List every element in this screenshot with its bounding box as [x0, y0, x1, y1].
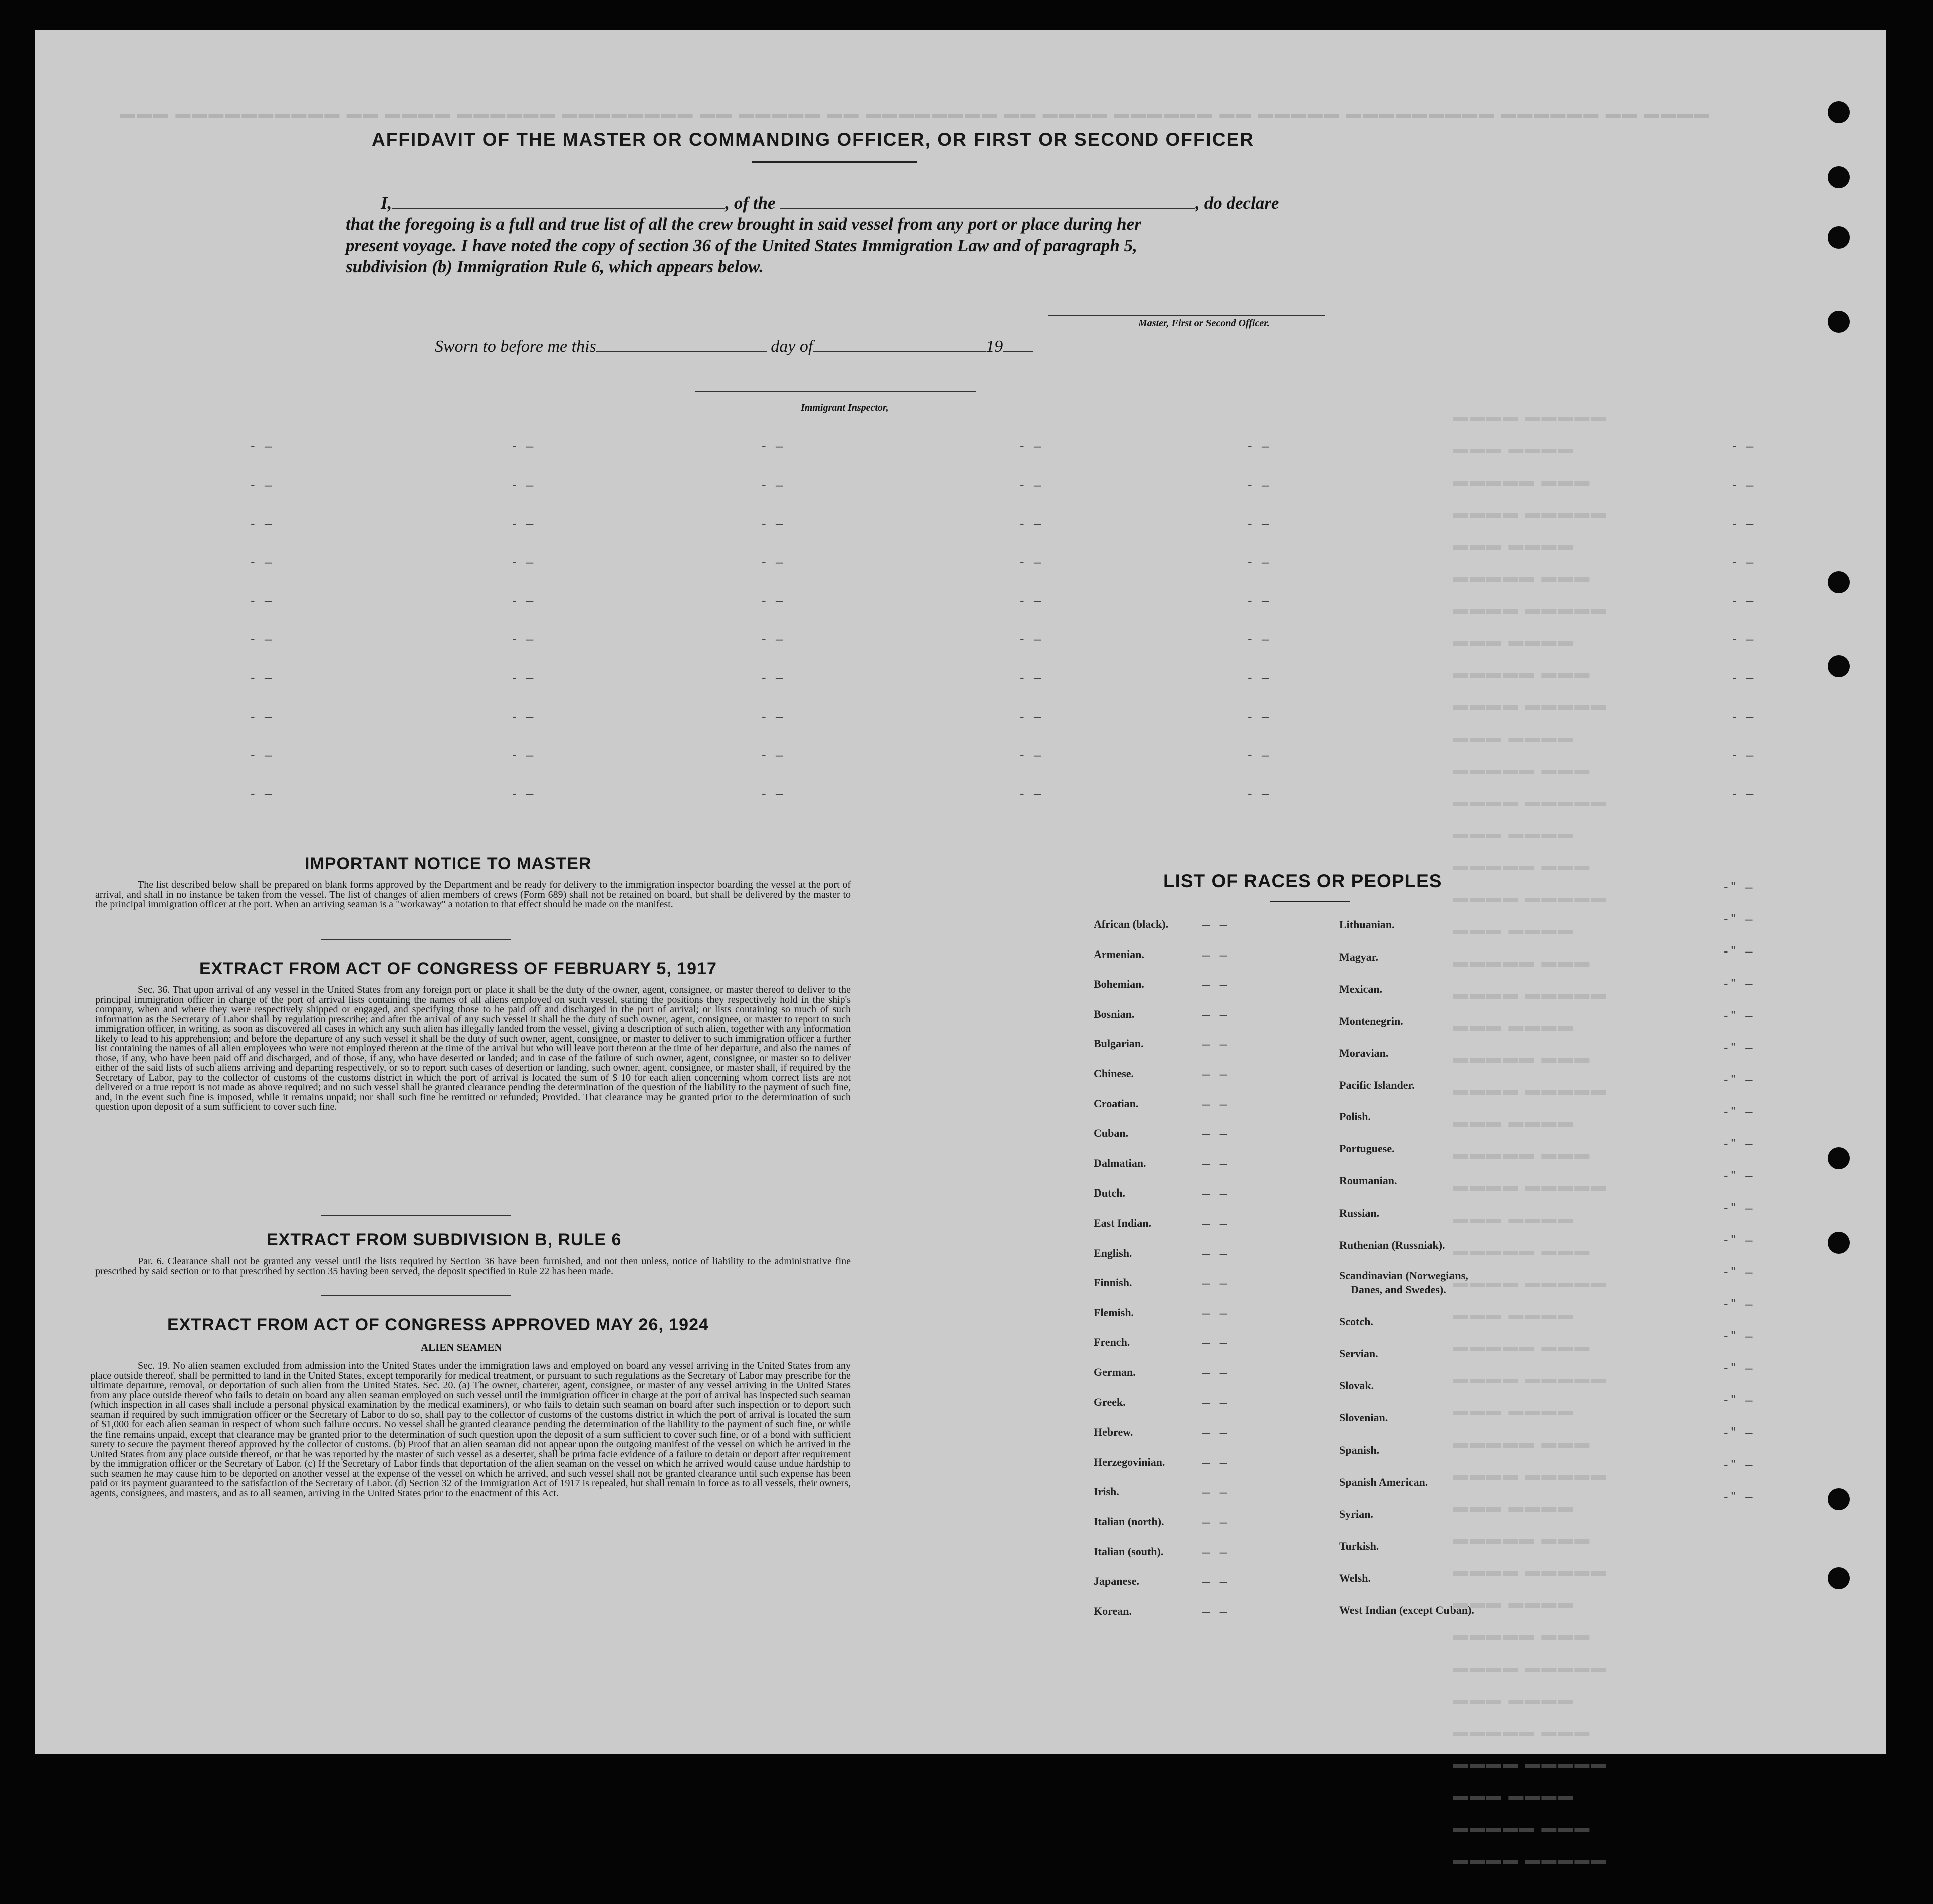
ditto-mark: - – — [1020, 554, 1044, 569]
ditto-mark: - – — [762, 631, 786, 646]
ditto-mark: -" – — [1724, 976, 1756, 991]
ditto-mark: - – — [1020, 477, 1044, 492]
ditto-mark: - – — [1248, 554, 1272, 569]
ditto-mark: - – — [762, 554, 786, 569]
punch-hole — [1828, 1488, 1850, 1510]
section-divider — [321, 939, 511, 940]
ditto-mark: - – — [512, 747, 537, 762]
race-item: Slovak. — [1339, 1379, 1374, 1392]
race-item: Cuban. — [1094, 1127, 1129, 1140]
race-item: Scandinavian (Norwegians, — [1339, 1269, 1468, 1282]
punch-hole — [1828, 101, 1850, 123]
ditto-mark: -" – — [1724, 1424, 1756, 1440]
race-item: Turkish. — [1339, 1540, 1379, 1552]
ditto-mark: - – — [1020, 438, 1044, 453]
ditto-mark: -" – — [1724, 1264, 1756, 1279]
section-divider — [321, 1295, 511, 1296]
sworn-year-prefix: 19 — [986, 337, 1003, 356]
race-item: Bohemian. — [1094, 978, 1144, 991]
bleed-through-text: ▬▬▬▬ ▬▬▬▬▬ ▬▬▬ ▬▬▬▬ ▬▬▬▬▬ ▬▬▬ ▬▬▬▬ ▬▬▬▬▬ ▬▬▬ ▬▬▬▬ ▬▬▬▬▬ ▬▬▬ ▬▬▬▬ ▬▬▬▬▬ ▬▬▬ ▬▬▬▬ ▬▬▬▬▬ ▬▬▬ ▬▬▬▬ ▬▬▬▬▬ ▬▬▬ ▬▬▬▬ ▬▬▬▬▬ ▬▬▬ ▬▬▬▬ ▬▬▬▬▬ ▬▬▬ ▬▬▬▬ ▬▬▬▬▬ ▬▬▬ ▬▬▬▬ ▬▬▬▬▬ ▬▬▬ ▬▬▬▬ ▬▬▬▬▬ ▬▬▬ ▬▬▬▬ ▬▬▬▬▬ ▬▬▬ ▬▬▬▬ ▬▬▬▬▬ ▬▬▬ ▬▬▬▬ ▬▬▬▬▬ ▬▬▬ ▬▬▬▬ ▬▬▬▬▬ ▬▬▬ ▬▬▬▬ ▬▬▬▬▬ ▬▬▬ ▬▬▬▬ ▬▬▬▬▬ ▬▬▬ ▬▬▬▬ ▬▬▬▬▬ ▬▬▬ ▬▬▬▬ ▬▬▬▬▬ ▬▬▬ ▬▬▬▬ ▬▬▬▬▬ ▬▬▬ ▬▬▬▬ ▬▬▬▬▬ ▬▬▬ ▬▬▬▬ ▬▬▬▬▬ ▬▬▬ ▬▬▬▬ ▬▬▬▬▬ ▬▬▬ ▬▬▬▬ ▬▬▬▬▬ ▬▬▬ ▬▬▬▬ ▬▬▬▬▬ ▬▬▬ ▬▬▬▬ ▬▬▬▬▬ ▬▬▬ ▬▬▬▬ ▬▬▬▬▬ ▬▬▬ ▬▬▬▬ ▬▬▬▬▬ ▬▬▬ ▬▬▬▬ ▬▬▬▬▬ ▬▬▬ ▬▬▬▬ ▬▬▬▬▬ — [1453, 408, 1608, 1868]
ditto-mark: - – — [512, 631, 537, 646]
race-item: Polish. — [1339, 1110, 1371, 1123]
ditto-mark: -" – — [1724, 1392, 1756, 1407]
ditto-mark: -" – — [1724, 1136, 1756, 1151]
ditto-mark: - – — [1732, 631, 1757, 646]
declaration-line-3: present voyage. I have noted the copy of section 36 of the United States Immigration Law and of paragraph 5, — [346, 235, 1137, 255]
race-item: Lithuanian. — [1339, 918, 1395, 931]
extract-1924-subtitle: ALIEN SEAMEN — [421, 1341, 502, 1353]
race-item: Greek. — [1094, 1395, 1126, 1408]
ditto-mark: - – — [251, 438, 275, 453]
ditto-mark: - – — [1248, 747, 1272, 762]
race-item: Hebrew. — [1094, 1425, 1133, 1439]
declaration-do-declare: , do declare — [1195, 193, 1279, 213]
punch-hole — [1828, 1147, 1850, 1169]
ditto-mark: - – — [1732, 593, 1757, 608]
extract-1917-text: Sec. 36. That upon arrival of any vessel in the United States from any foreign port or place it shall be the duty of the owner, agent, consignee, or master thereof to deliver to the principal immigration officer in charge of the port of arrival lists containing the names of all aliens employed on such vessel, stating the positions they respectively hold in the ship's company, when and where they were respectively shipped or engaged, and specifying those to be paid off and discharged in the port of arrival; or lists containing so much of such information as the Secretary of Labor shall by regulation prescribe; and after the arrival of any such vessel it shall be the duty of such owner, agent, consignee, or master to report to such immigration officer, in writing, as soon as discovered all cases in which any such alien has illegally landed from the vessel, giving a description of such alien, together with any information likely to lead to his apprehension; and before the departure of any such vessel it shall be the duty of such owner, agent, consignee, or master to deliver to such immigration officer a further list containing the names of all alien employees who were not employed thereon at the time of the arrival but who will leave port thereon at the time of her departure, and also the names of those, if any, who have been paid off and discharged, and of those, if any, who have deserted or landed; and in case of the failure of such owner, agent, consignee, or master so to deliver either of the said lists of such aliens arriving and departing respectively, or so to report such cases of desertion or landing, such owner, agent, consignee, or master shall, if required by the Secretary of Labor, pay to the collector of customs of the customs district in which the port of arrival is located the sum of $ 10 for each alien concerning whom correct lists are not delivered or a true report is not made as above required; and no such vessel shall be granted clearance pending the determination of the question of the liability to the payment of such fine, and, in the event such fine is imposed, while it remains unpaid; nor shall such fine be remitted or refunded; Provided. That clearance may be granted prior to the determination of such question upon deposit of a sum sufficient to cover such fine. — [95, 984, 851, 1112]
race-item: Irish. — [1094, 1485, 1119, 1498]
race-item: Herzegovinian. — [1094, 1455, 1165, 1468]
ditto-mark: -" – — [1724, 1200, 1756, 1215]
ditto-mark: – – — [1202, 1544, 1230, 1559]
ditto-mark: -" – — [1724, 1489, 1756, 1504]
ditto-mark: - – — [512, 477, 537, 492]
ditto-mark: – – — [1202, 917, 1230, 932]
declaration-line-2: that the foregoing is a full and true list of all the crew brought in said vessel from any port or place during her — [346, 214, 1141, 234]
race-item: Russian. — [1339, 1207, 1380, 1219]
race-item: Mexican. — [1339, 983, 1383, 995]
ditto-mark: -" – — [1724, 1104, 1756, 1119]
ditto-mark: – – — [1202, 1424, 1230, 1440]
punch-hole — [1828, 571, 1850, 593]
punch-hole — [1828, 166, 1850, 188]
race-item: East Indian. — [1094, 1217, 1151, 1229]
bleed-through-text: ▬▬▬ ▬▬▬▬▬▬▬▬▬▬ ▬▬ ▬▬▬▬ ▬▬▬▬▬▬ ▬▬▬▬▬▬▬▬ ▬▬ ▬▬▬▬▬ ▬▬ ▬▬▬▬▬▬▬▬ ▬▬ ▬▬▬▬ ▬▬▬▬▬▬ ▬▬ ▬▬▬▬▬ ▬▬▬▬▬▬▬▬▬ ▬▬▬▬▬▬ ▬▬ ▬▬▬▬ — [120, 105, 1711, 122]
declaration-of-the: , of the — [725, 193, 776, 213]
race-item: Spanish American. — [1339, 1476, 1428, 1488]
ditto-mark: – – — [1202, 1126, 1230, 1141]
master-signature-label: Master, First or Second Officer. — [1138, 318, 1270, 329]
ditto-mark: -" – — [1724, 1072, 1756, 1087]
ditto-mark: – – — [1202, 1603, 1230, 1619]
ditto-mark: - – — [512, 516, 537, 531]
ditto-mark: - – — [762, 747, 786, 762]
notice-text: The list described below shall be prepared on blank forms approved by the Department and be ready for delivery to the immigration inspector boarding the vessel at the port of arrival, and shall in no instance be taken from the vessel. The list of changes of alien members of crews (Form 689) shall not be retained on board, but shall be delivered by the master to the principal immigration officer at the port. When an arriving seaman is a "workaway" a notation to that effect should be made on the manifest. — [95, 879, 851, 910]
ditto-mark: – – — [1202, 1036, 1230, 1052]
ditto-mark: - – — [1732, 747, 1757, 762]
ditto-mark: - – — [251, 593, 275, 608]
ditto-mark: – – — [1202, 1514, 1230, 1529]
section-divider — [321, 1215, 511, 1216]
ditto-mark: - – — [512, 708, 537, 724]
race-item: Roumanian. — [1339, 1174, 1397, 1187]
punch-hole — [1828, 311, 1850, 333]
race-item: Ruthenian (Russniak). — [1339, 1239, 1445, 1251]
ditto-mark: -" – — [1724, 1457, 1756, 1472]
sworn-day-of: day of — [771, 337, 813, 356]
ditto-mark: – – — [1202, 1394, 1230, 1410]
master-signature-line[interactable] — [1048, 315, 1325, 316]
ditto-mark: – – — [1202, 1245, 1230, 1261]
race-item: Pacific Islander. — [1339, 1079, 1415, 1091]
ditto-mark: - – — [1248, 477, 1272, 492]
notice-title: IMPORTANT NOTICE TO MASTER — [305, 854, 592, 873]
ditto-mark: -" – — [1724, 879, 1756, 894]
affidavit-title: AFFIDAVIT OF THE MASTER OR COMMANDING OFFICER, OR FIRST OR SECOND OFFICER — [372, 129, 1254, 150]
inspector-label: Immigrant Inspector, — [801, 402, 889, 413]
race-item: Korean. — [1094, 1604, 1132, 1617]
ditto-mark: - – — [762, 477, 786, 492]
race-item: Syrian. — [1339, 1508, 1373, 1520]
declaration-i: I, — [381, 193, 392, 213]
ditto-mark: - – — [251, 477, 275, 492]
ditto-mark: – – — [1202, 1484, 1230, 1500]
affidavit-declaration — [346, 193, 1325, 277]
race-item: Italian (south). — [1094, 1545, 1164, 1558]
ditto-mark: - – — [762, 708, 786, 724]
race-item: Chinese. — [1094, 1067, 1134, 1080]
race-item: Dutch. — [1094, 1186, 1125, 1200]
extract-rule6-title: EXTRACT FROM SUBDIVISION B, RULE 6 — [267, 1230, 622, 1249]
ditto-mark: - – — [1732, 554, 1757, 569]
sworn-day-blank[interactable] — [596, 336, 767, 352]
sworn-year-blank[interactable] — [1003, 336, 1033, 352]
vessel-name-blank[interactable] — [780, 193, 1195, 209]
extract-1924-text: Sec. 19. No alien seamen excluded from admission into the United States under the immigration laws and employed on board any vessel arriving in the United States from any place outside thereof, shall be permitted to land in the United States, except temporarily for medical treatment, or pursuant to such regulations as the Secretary of Labor may prescribe for the ultimate departure, removal, or deportation of such alien from the United States. Sec. 20. (a) The owner, charterer, agent, consignee, or master of any vessel arriving in the United States from any place outside thereof who fails to detain on board any alien seaman employed on such vessel until the immigration officer in charge at the port of arrival has inspected such seaman (which inspection in all cases shall include a personal physical examination by the medical examiners), or who fails to detain such seaman on board after such inspection or to deport such seaman if required by such immigration officer or the Secretary of Labor to do so, shall pay to the collector of customs of the customs district in which the port of arrival is located the sum of $1,000 for each alien seaman in respect of whom such failure occurs. No vessel shall be granted clearance pending the determination of the liability to the payment of such fine, or while the fine remains unpaid, except that clearance may be granted prior to the determination of such question upon the deposit of a sum sufficient to cover such fine, or of a bond with sufficient surety to secure the payment thereof approved by the collector of customs. (b) Proof that an alien seaman did not appear upon the outgoing manifest of the vessel on which he arrived in the United States from any place outside thereof, or that he was reported by the master of such vessel as a deserter, shall be prima facie evidence of a failure to detain or deport after requirement by the immigration officer or the Secretary of Labor. (c) If the Secretary of Labor finds that deportation of the alien seaman on the vessel on which he arrived would cause undue hardship to such seamen he may cause him to be deported on another vessel at the expense of the vessel on which he arrived, and such vessel shall not be granted clearance until such expense has been paid or its payment guaranteed to the satisfaction of the Secretary of Labor. (d) Section 32 of the Immigration Act of 1917 is repealed, but shall remain in force as to all vessels, their owners, agents, consignees, and masters, and as to all seamen, arriving in the United States prior to the enactment of this Act. — [90, 1360, 851, 1499]
punch-hole — [1828, 1232, 1850, 1254]
extract-rule6-text: Par. 6. Clearance shall not be granted any vessel until the lists required by Section 36 have been furnished, and not then unless, notice of liability to the administrative fine prescribed by said section or to that prescribed by section 35 having been served, the deposit specified in Rule 22 has been made. — [95, 1256, 851, 1277]
master-name-blank[interactable] — [392, 193, 725, 209]
ditto-mark: - – — [512, 593, 537, 608]
punch-hole — [1828, 226, 1850, 249]
ditto-mark: - – — [251, 747, 275, 762]
ditto-mark: - – — [1020, 747, 1044, 762]
ditto-mark: -" – — [1724, 1008, 1756, 1023]
races-title: LIST OF RACES OR PEOPLES — [1163, 871, 1442, 891]
race-item: Bosnian. — [1094, 1007, 1135, 1020]
ditto-mark: - – — [251, 554, 275, 569]
ditto-mark: - – — [251, 670, 275, 685]
extract-1917-title: EXTRACT FROM ACT OF CONGRESS OF FEBRUARY 5, 1917 — [199, 959, 717, 978]
race-item: Servian. — [1339, 1347, 1378, 1360]
punch-hole — [1828, 1567, 1850, 1589]
ditto-mark: – – — [1202, 1216, 1230, 1231]
ditto-mark: - – — [1732, 516, 1757, 531]
ditto-mark: - – — [1248, 708, 1272, 724]
ditto-mark: -" – — [1724, 1040, 1756, 1055]
punch-hole — [1828, 655, 1850, 677]
race-item: West Indian (except Cuban). — [1339, 1604, 1474, 1616]
ditto-mark: - – — [1020, 516, 1044, 531]
race-item: Bulgarian. — [1094, 1037, 1144, 1050]
race-item: Welsh. — [1339, 1572, 1371, 1584]
ditto-mark: - – — [251, 631, 275, 646]
race-item: French. — [1094, 1336, 1130, 1349]
race-item: Danes, and Swedes). — [1351, 1283, 1446, 1296]
ditto-mark: - – — [1020, 670, 1044, 685]
ditto-mark: – – — [1202, 1185, 1230, 1201]
inspector-signature-line[interactable] — [695, 391, 976, 392]
declaration-line-4: subdivision (b) Immigration Rule 6, which appears below. — [346, 257, 764, 276]
title-underline — [752, 161, 917, 163]
ditto-mark: - – — [1248, 593, 1272, 608]
ditto-mark: - – — [1248, 786, 1272, 801]
race-item: Scotch. — [1339, 1315, 1373, 1328]
ditto-mark: - – — [512, 786, 537, 801]
ditto-mark: -" – — [1724, 1360, 1756, 1375]
ditto-mark: -" – — [1724, 1296, 1756, 1311]
ditto-mark: - – — [1732, 786, 1757, 801]
ditto-mark: - – — [251, 786, 275, 801]
ditto-mark: – – — [1202, 1006, 1230, 1022]
ditto-mark: - – — [1020, 593, 1044, 608]
ditto-mark: - – — [762, 670, 786, 685]
race-item: Japanese. — [1094, 1575, 1140, 1588]
ditto-mark: - – — [1248, 438, 1272, 453]
race-item: Moravian. — [1339, 1047, 1389, 1059]
ditto-mark: - – — [512, 670, 537, 685]
ditto-mark: -" – — [1724, 1168, 1756, 1183]
ditto-mark: – – — [1202, 1574, 1230, 1589]
ditto-mark: - – — [1020, 708, 1044, 724]
ditto-mark: -" – — [1724, 943, 1756, 959]
race-item: Montenegrin. — [1339, 1015, 1403, 1027]
ditto-mark: -" – — [1724, 1232, 1756, 1247]
race-item: Spanish. — [1339, 1444, 1380, 1456]
race-item: Slovenian. — [1339, 1411, 1388, 1424]
ditto-mark: -" – — [1724, 1328, 1756, 1343]
ditto-mark: - – — [1020, 786, 1044, 801]
ditto-mark: - – — [1732, 477, 1757, 492]
ditto-mark: - – — [1732, 438, 1757, 453]
extract-1924-title: EXTRACT FROM ACT OF CONGRESS APPROVED MAY 26, 1924 — [167, 1315, 709, 1334]
declaration-line-1 — [346, 193, 1325, 214]
race-item: Portuguese. — [1339, 1142, 1395, 1155]
ditto-mark: – – — [1202, 1365, 1230, 1380]
sworn-month-blank[interactable] — [813, 336, 986, 352]
ditto-mark: - – — [1248, 516, 1272, 531]
ditto-mark: – – — [1202, 1335, 1230, 1350]
ditto-mark: - – — [762, 438, 786, 453]
race-item: Dalmatian. — [1094, 1156, 1146, 1169]
ditto-mark: – – — [1202, 1275, 1230, 1291]
ditto-mark: – – — [1202, 977, 1230, 992]
ditto-mark: - – — [1248, 670, 1272, 685]
race-item: English. — [1094, 1246, 1132, 1259]
race-item: German. — [1094, 1366, 1136, 1378]
race-item: Finnish. — [1094, 1276, 1132, 1289]
ditto-mark: – – — [1202, 1305, 1230, 1320]
ditto-mark: -" – — [1724, 911, 1756, 926]
ditto-mark: - – — [251, 516, 275, 531]
sworn-prefix: Sworn to before me this — [435, 337, 596, 356]
race-item: Armenian. — [1094, 947, 1144, 961]
ditto-mark: - – — [762, 593, 786, 608]
ditto-mark: - – — [1248, 631, 1272, 646]
race-item: African (black). — [1094, 918, 1169, 930]
ditto-mark: - – — [512, 438, 537, 453]
sworn-statement — [435, 336, 1033, 356]
race-item: Croatian. — [1094, 1097, 1139, 1110]
ditto-mark: – – — [1202, 1155, 1230, 1171]
race-item: Flemish. — [1094, 1306, 1134, 1319]
race-item: Italian (north). — [1094, 1515, 1164, 1528]
ditto-mark: - – — [1732, 708, 1757, 724]
ditto-mark: - – — [512, 554, 537, 569]
races-title-underline — [1270, 901, 1350, 902]
ditto-mark: – – — [1202, 946, 1230, 962]
ditto-mark: - – — [1020, 631, 1044, 646]
ditto-mark: - – — [762, 516, 786, 531]
ditto-mark: - – — [251, 708, 275, 724]
ditto-mark: - – — [1732, 670, 1757, 685]
ditto-mark: – – — [1202, 1454, 1230, 1470]
ditto-mark: – – — [1202, 1066, 1230, 1081]
race-item: Magyar. — [1339, 950, 1379, 963]
ditto-mark: - – — [762, 786, 786, 801]
ditto-mark: – – — [1202, 1096, 1230, 1111]
